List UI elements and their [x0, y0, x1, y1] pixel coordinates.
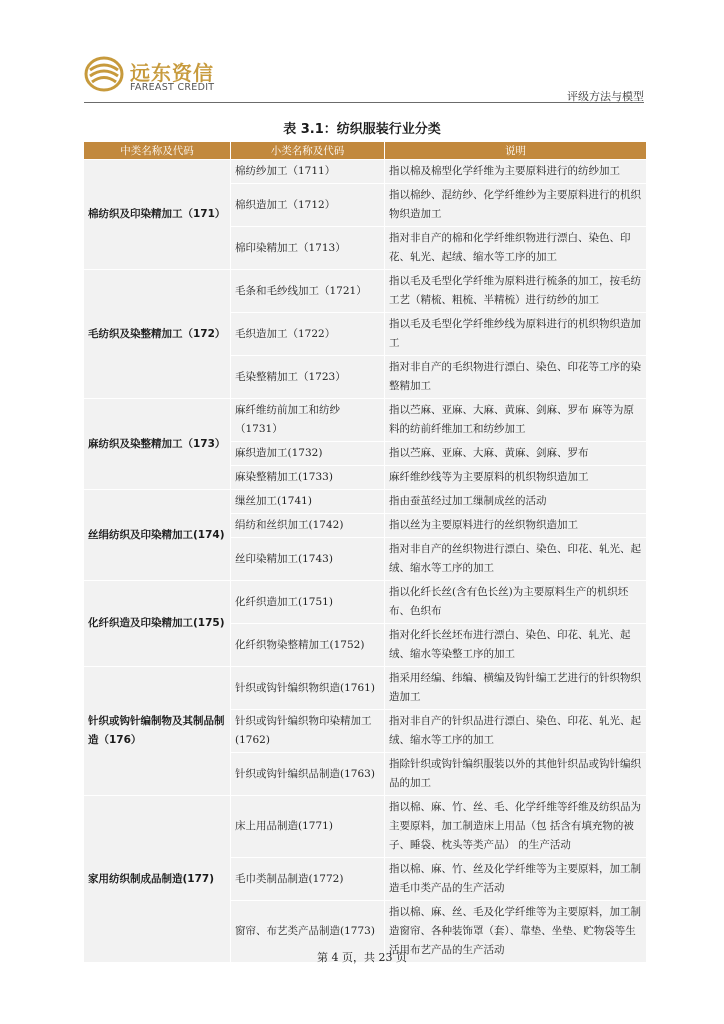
table-title: 表 3.1：纺织服装行业分类 — [283, 122, 441, 137]
description-cell: 指对非自产的棉和化学纤维织物进行漂白、染色、印花、轧光、起绒、缩水等工序的加工 — [385, 227, 646, 269]
table-row — [84, 581, 646, 623]
description-cell: 指以棉、麻、丝、毛及化学纤维等为主要原料，加工制造窗帘、各种装饰罩（套）、靠垫、坐垫、贮物袋等生活用布艺产品的生产活动 — [385, 901, 646, 962]
page-number: 第 4 页，共 23 页 — [317, 951, 407, 964]
description-cell: 麻纤维纱线等为主要原料的机织物织造加工 — [385, 466, 646, 489]
description-cell: 指对非自产的丝织物进行漂白、染色、印花、轧光、起绒、缩水等工序的加工 — [385, 538, 646, 580]
column-header-major: 中类名称及代码 — [84, 142, 230, 159]
description-cell: 指对化纤长丝坯布进行漂白、染色、印花、轧光、起绒、缩水等染整工序的加工 — [385, 624, 646, 666]
major-category-cell: 毛纺织及染整精加工（172） — [84, 270, 230, 398]
minor-category-cell: 麻纤维纺前加工和纺纱（1731） — [231, 399, 384, 441]
description-cell: 指以毛及毛型化学纤维纱线为原料进行的机织物织造加工 — [385, 313, 646, 355]
minor-category-cell: 棉印染精加工（1713） — [231, 227, 384, 269]
page-header — [84, 54, 644, 102]
table-row — [84, 667, 646, 709]
minor-category-cell: 化纤织物染整精加工(1752) — [231, 624, 384, 666]
section-title: 评级方法与模型 — [567, 90, 644, 103]
table-row — [84, 399, 646, 441]
major-category-cell: 棉纺织及印染精加工（171） — [84, 160, 230, 269]
minor-category-cell: 毛织造加工（1722） — [231, 313, 384, 355]
minor-category-cell: 针织或钩针编织物印染精加工(1762) — [231, 710, 384, 752]
table-header-row — [84, 142, 646, 159]
industry-classification-table — [83, 141, 647, 963]
minor-category-cell: 毛染整精加工（1723） — [231, 356, 384, 398]
description-cell: 指以棉纱、混纺纱、化学纤维纱为主要原料进行的机织物织造加工 — [385, 184, 646, 226]
minor-category-cell: 针织或钩针编织品制造(1763) — [231, 753, 384, 795]
minor-category-cell: 床上用品制造(1771) — [231, 796, 384, 857]
major-category-cell: 针织或钩针编制物及其制品制造（176） — [84, 667, 230, 795]
minor-category-cell: 麻织造加工(1732) — [231, 442, 384, 465]
description-cell: 指以苎麻、亚麻、大麻、黄麻、剑麻、罗布 — [385, 442, 646, 465]
description-cell: 指以棉、麻、竹、丝及化学纤维等为主要原料，加工制造毛巾类产品的生产活动 — [385, 858, 646, 900]
description-cell: 指除针织或钩针编织服装以外的其他针织品或钩针编织品的加工 — [385, 753, 646, 795]
description-cell: 指以苎麻、亚麻、大麻、黄麻、剑麻、罗布 麻等为原料的纺前纤维加工和纺纱加工 — [385, 399, 646, 441]
table-row — [84, 490, 646, 513]
logo-chinese-name: 远东资信 — [130, 61, 214, 85]
table-row — [84, 270, 646, 312]
minor-category-cell: 棉纺纱加工（1711） — [231, 160, 384, 183]
major-category-cell: 化纤织造及印染精加工(175) — [84, 581, 230, 666]
description-cell: 指由蚕茧经过加工缫制成丝的活动 — [385, 490, 646, 513]
minor-category-cell: 窗帘、布艺类产品制造(1773) — [231, 901, 384, 962]
minor-category-cell: 棉织造加工（1712） — [231, 184, 384, 226]
minor-category-cell: 绢纺和丝织加工(1742) — [231, 514, 384, 537]
major-category-cell: 麻纺织及染整精加工（173） — [84, 399, 230, 489]
table-body — [84, 160, 646, 962]
column-header-minor: 小类名称及代码 — [231, 142, 384, 159]
description-cell: 指以毛及毛型化学纤维为原料进行梳条的加工，按毛纺工艺（精梳、粗梳、半精梳）进行纺纱的加工 — [385, 270, 646, 312]
minor-category-cell: 麻染整精加工(1733) — [231, 466, 384, 489]
minor-category-cell: 毛条和毛纱线加工（1721） — [231, 270, 384, 312]
major-category-cell: 丝绢纺织及印染精加工(174) — [84, 490, 230, 580]
logo-english-name: FAREAST CREDIT — [130, 82, 215, 93]
description-cell: 指对非自产的针织品进行漂白、染色、印花、轧光、起绒、缩水等工序的加工 — [385, 710, 646, 752]
description-cell: 指以化纤长丝(含有色长丝)为主要原料生产的机织坯布、色织布 — [385, 581, 646, 623]
description-cell: 指对非自产的毛织物进行漂白、染色、印花等工序的染整精加工 — [385, 356, 646, 398]
minor-category-cell: 丝印染精加工(1743) — [231, 538, 384, 580]
minor-category-cell: 针织或钩针编织物织造(1761) — [231, 667, 384, 709]
column-header-description: 说明 — [385, 142, 646, 159]
minor-category-cell: 化纤织造加工(1751) — [231, 581, 384, 623]
table-row — [84, 796, 646, 857]
description-cell: 指以丝为主要原料进行的丝织物织造加工 — [385, 514, 646, 537]
minor-category-cell: 缫丝加工(1741) — [231, 490, 384, 513]
fareast-credit-logo-icon — [84, 56, 124, 92]
description-cell: 指采用经编、纬编、横编及钩针编工艺进行的针织物织造加工 — [385, 667, 646, 709]
table-row — [84, 160, 646, 183]
minor-category-cell: 毛巾类制品制造(1772) — [231, 858, 384, 900]
header-divider — [84, 102, 644, 103]
description-cell: 指以棉及棉型化学纤维为主要原料进行的纺纱加工 — [385, 160, 646, 183]
description-cell: 指以棉、麻、竹、丝、毛、化学纤维等纤维及纺织品为主要原料，加工制造床上用品（包 括含有填充物的被子、睡袋、枕头等类产品） 的生产活动 — [385, 796, 646, 857]
major-category-cell: 家用纺织制成品制造(177) — [84, 796, 230, 962]
